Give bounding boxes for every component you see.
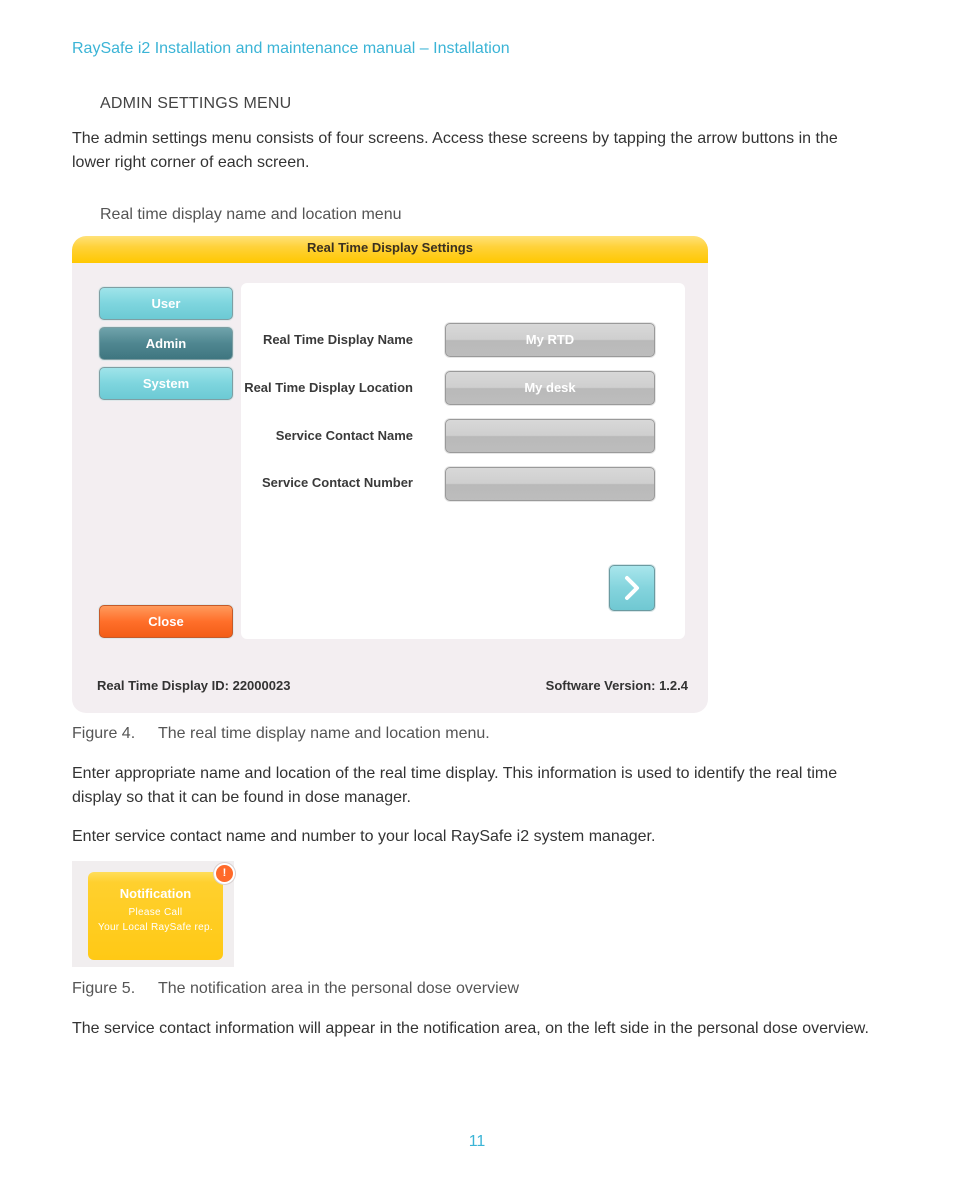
system-button[interactable]: System xyxy=(99,367,233,400)
intro-paragraph: The admin settings menu consists of four screens. Access these screens by tapping the arrow buttons in the lower right corner of each screen. xyxy=(72,130,838,171)
rtd-location-label: Real Time Display Location xyxy=(244,380,413,395)
close-button[interactable]: Close xyxy=(99,605,233,638)
user-button[interactable]: User xyxy=(99,287,233,320)
figure5-caption-text: The notification area in the personal dose overview xyxy=(158,980,520,997)
figure5-number: Figure 5. xyxy=(72,980,136,997)
notification-title: Notification xyxy=(119,886,192,901)
notification-line-2: Your Local RaySafe rep. xyxy=(98,922,213,933)
notification-area[interactable] xyxy=(88,872,223,960)
alert-icon: ! xyxy=(214,863,235,884)
rtd-id: Real Time Display ID: 22000023 xyxy=(97,678,291,693)
rtd-name-field[interactable]: My RTD xyxy=(445,323,655,357)
settings-panel xyxy=(241,283,685,639)
figure5-caption xyxy=(72,980,519,998)
notification-figure xyxy=(72,861,234,967)
paragraph-2: Enter appropriate name and location of the real time display. This information is used to identify the real time display so that it can be found in dose manager. xyxy=(72,765,838,806)
notification-line-1: Please Call xyxy=(128,907,183,918)
paragraph-4: The service contact information will appear in the notification area, on the left side in the personal dose overview. xyxy=(72,1020,869,1037)
figure4-caption xyxy=(72,725,490,743)
service-contact-name-label: Service Contact Name xyxy=(275,428,413,443)
service-contact-number-field[interactable] xyxy=(445,467,655,501)
service-contact-number-label: Service Contact Number xyxy=(262,475,413,490)
figure4-number: Figure 4. xyxy=(72,725,136,742)
page-number: 11 xyxy=(468,1133,486,1150)
paragraph-3: Enter service contact name and number to your local RaySafe i2 system manager. xyxy=(72,828,656,845)
chevron-right-icon xyxy=(610,566,654,610)
screen-title: Real Time Display Settings xyxy=(72,236,708,263)
figure4-subheading: Real time display name and location menu xyxy=(100,206,402,223)
admin-button[interactable]: Admin xyxy=(99,327,233,360)
rtd-location-field[interactable]: My desk xyxy=(445,371,655,405)
next-screen-button[interactable] xyxy=(609,565,655,611)
rtd-settings-screen xyxy=(72,236,708,713)
service-contact-name-field[interactable] xyxy=(445,419,655,453)
figure4-caption-text: The real time display name and location menu. xyxy=(158,725,490,742)
software-version: Software Version: 1.2.4 xyxy=(545,678,688,693)
section-heading: ADMIN SETTINGS MENU xyxy=(100,95,292,112)
running-header: RaySafe i2 Installation and maintenance manual – Installation xyxy=(72,40,510,57)
rtd-name-label: Real Time Display Name xyxy=(262,332,413,347)
